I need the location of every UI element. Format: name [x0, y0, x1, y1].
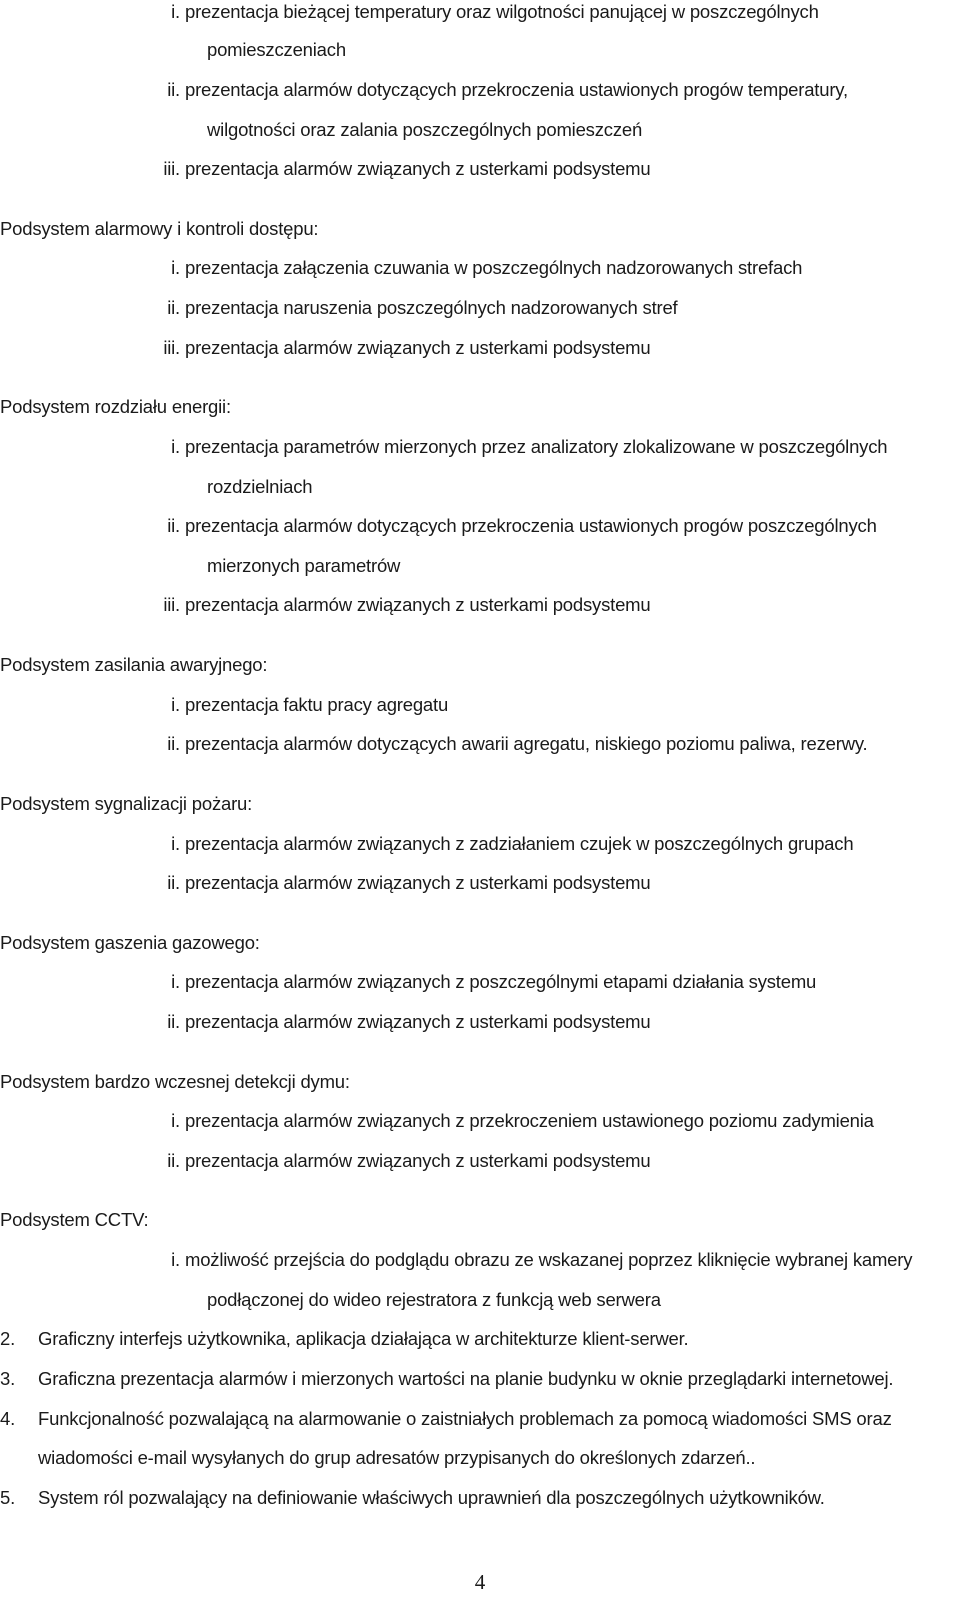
line-text: wiadomości e-mail wysyłanych do grup adresatów przypisanych do określonych zdarzeń.. [38, 1447, 756, 1468]
line-text: Graficzna prezentacja alarmów i mierzonych wartości na planie budynku w oknie przeglądarki internetowej. [38, 1368, 894, 1389]
line-text: Graficzny interfejs użytkownika, aplikacja działająca w architekturze klient-serwer. [38, 1328, 689, 1349]
list-marker: ii. [167, 1011, 180, 1032]
list-marker: i. [171, 257, 180, 278]
line-text: prezentacja alarmów dotyczących przekroczenia ustawionych progów temperatury, [185, 79, 848, 100]
list-marker: i. [171, 436, 180, 457]
line-text: Podsystem zasilania awaryjnego: [0, 654, 268, 675]
list-marker: ii. [167, 1150, 180, 1171]
list-marker: i. [171, 1, 180, 22]
line-text: Funkcjonalność pozwalającą na alarmowanie o zaistniałych problemach za pomocą wiadomości SMS oraz [38, 1408, 892, 1429]
line-text: prezentacja alarmów związanych z poszczególnymi etapami działania systemu [185, 971, 817, 992]
line-text: prezentacja alarmów związanych z zadziałaniem czujek w poszczególnych grupach [185, 833, 854, 854]
line-text: prezentacja alarmów związanych z usterkami podsystemu [185, 337, 651, 358]
list-marker: i. [171, 833, 180, 854]
line-text: Podsystem rozdziału energii: [0, 396, 231, 417]
line-text: prezentacja alarmów związanych z usterkami podsystemu [185, 594, 651, 615]
line-text: rozdzielniach [207, 476, 313, 497]
line-text: prezentacja załączenia czuwania w poszczególnych nadzorowanych strefach [185, 257, 803, 278]
list-marker: ii. [167, 515, 180, 536]
line-text: prezentacja naruszenia poszczególnych nadzorowanych stref [185, 297, 678, 318]
list-marker: i. [171, 694, 180, 715]
line-text: prezentacja alarmów związanych z usterkami podsystemu [185, 1011, 651, 1032]
line-text: podłączonej do wideo rejestratora z funkcją web serwera [207, 1289, 661, 1310]
list-marker: ii. [167, 297, 180, 318]
list-marker: i. [171, 1110, 180, 1131]
line-text: wilgotności oraz zalania poszczególnych pomieszczeń [207, 119, 643, 140]
line-text: prezentacja alarmów związanych z usterkami podsystemu [185, 872, 651, 893]
line-text: Podsystem alarmowy i kontroli dostępu: [0, 218, 319, 239]
line-text: Podsystem bardzo wczesnej detekcji dymu: [0, 1071, 350, 1092]
line-text: Podsystem CCTV: [0, 1209, 149, 1230]
line-text: mierzonych parametrów [207, 555, 401, 576]
list-marker: ii. [167, 733, 180, 754]
list-marker: 5. [0, 1487, 16, 1508]
list-marker: 3. [0, 1368, 16, 1389]
list-marker: ii. [167, 872, 180, 893]
line-text: Podsystem gaszenia gazowego: [0, 932, 260, 953]
line-text: System ról pozwalający na definiowanie właściwych uprawnień dla poszczególnych użytkowników. [38, 1487, 825, 1508]
list-marker: i. [171, 971, 180, 992]
list-marker: iii. [163, 594, 180, 615]
line-text: prezentacja bieżącej temperatury oraz wilgotności panującej w poszczególnych [185, 1, 819, 22]
line-text: Podsystem sygnalizacji pożaru: [0, 793, 253, 814]
list-marker: i. [171, 1249, 180, 1270]
list-marker: iii. [163, 337, 180, 358]
line-text: prezentacja alarmów związanych z usterkami podsystemu [185, 1150, 651, 1171]
page-number: 4 [474, 1570, 486, 1594]
line-text: prezentacja alarmów dotyczących przekroczenia ustawionych progów poszczególnych [185, 515, 877, 536]
line-text: pomieszczeniach [207, 39, 346, 60]
line-text: prezentacja parametrów mierzonych przez analizatory zlokalizowane w poszczególnych [185, 436, 888, 457]
list-marker: ii. [167, 79, 180, 100]
line-text: prezentacja alarmów związanych z usterkami podsystemu [185, 158, 651, 179]
line-text: możliwość przejścia do podglądu obrazu ze wskazanej poprzez kliknięcie wybranej kamery [185, 1249, 913, 1270]
list-marker: 4. [0, 1408, 16, 1429]
line-text: prezentacja alarmów dotyczących awarii agregatu, niskiego poziomu paliwa, rezerwy. [185, 733, 868, 754]
line-text: prezentacja alarmów związanych z przekroczeniem ustawionego poziomu zadymienia [185, 1110, 874, 1131]
line-text: prezentacja faktu pracy agregatu [185, 694, 449, 715]
list-marker: 2. [0, 1328, 16, 1349]
list-marker: iii. [163, 158, 180, 179]
